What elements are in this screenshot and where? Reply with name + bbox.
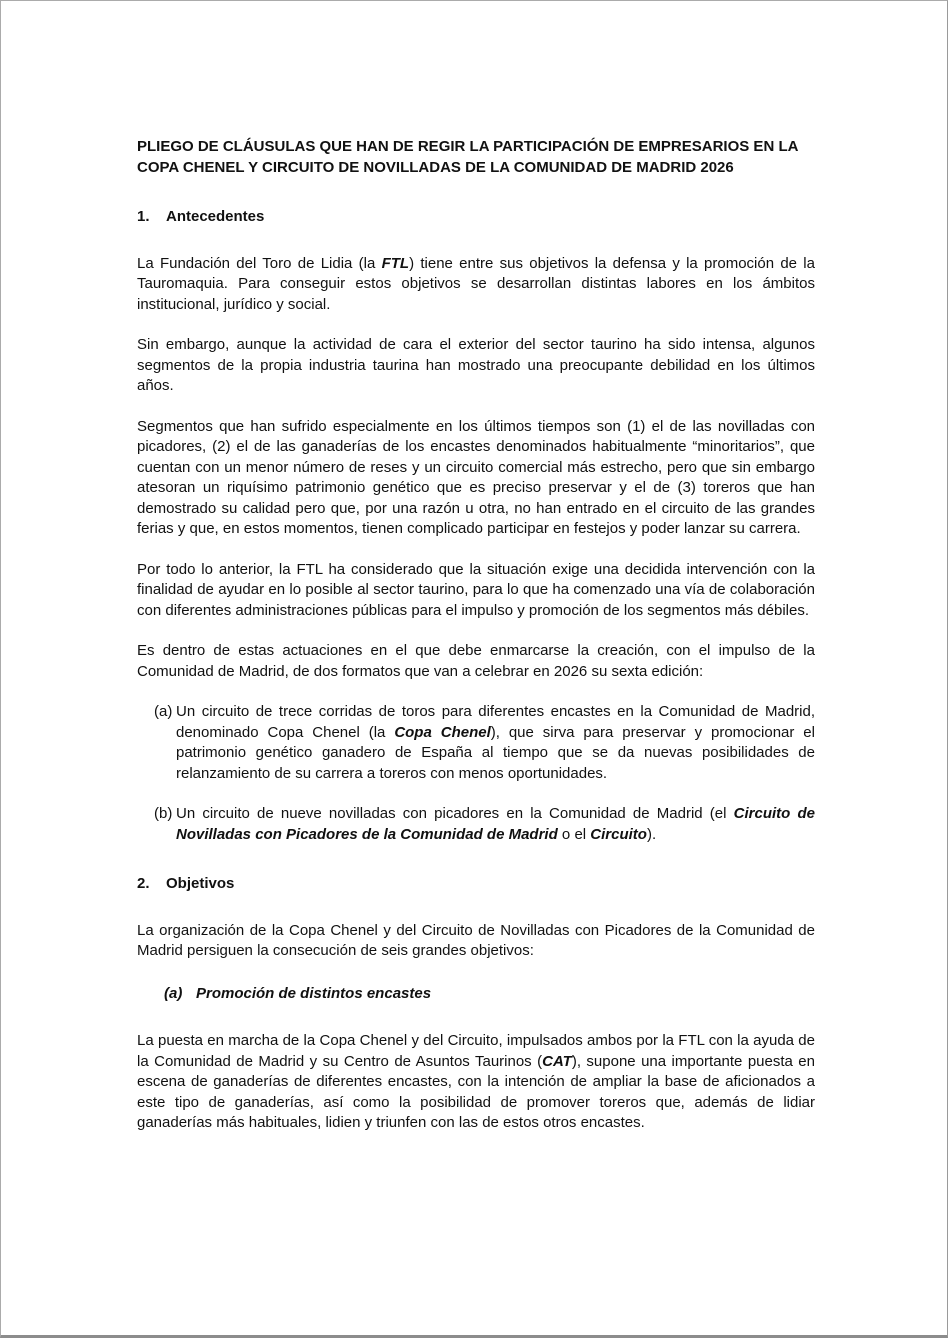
- list-item-marker: (a): [154, 703, 173, 720]
- list-item: [137, 804, 815, 845]
- paragraph: [137, 254, 815, 316]
- paragraph: [137, 560, 815, 622]
- list-item: [137, 702, 815, 784]
- text-run: La organización de la Copa Chenel y del Circuito de Novilladas con Picadores de la Comunidad de Madrid persiguen la consecución de seis grandes objetivos:: [137, 921, 815, 959]
- text-run: La Fundación del Toro de Lidia (la: [137, 254, 382, 272]
- section-number: 1.: [137, 208, 150, 225]
- text-run: ), supone una importante puesta en escena de ganaderías de diferentes encastes, con la intención de ampliar la base de aficionados a este tipo de ganaderías, así como la posibilidad de promover toreros que, además de lidiar ganaderías más habituales, lidien y triunfen con las de estos otros encastes.: [137, 1052, 815, 1131]
- paragraph: [137, 417, 815, 540]
- sub-heading: [137, 984, 815, 1005]
- text-run: La puesta en marcha de la Copa Chenel y del Circuito, impulsados ambos por la FTL con la ayuda de la Comunidad de Madrid y su Centro de Asuntos Taurinos (: [137, 1032, 815, 1070]
- emphasis-text-run: Circuito: [590, 825, 647, 843]
- paragraph: [137, 921, 815, 962]
- section-number: 2.: [137, 875, 150, 892]
- document-title: PLIEGO DE CLÁUSULAS QUE HAN DE REGIR LA PARTICIPACIÓN DE EMPRESARIOS EN LA COPA CHENEL Y CIRCUITO DE NOVILLADAS DE LA COMUNIDAD DE MADRID 2026: [137, 138, 798, 176]
- section-heading: [137, 874, 815, 895]
- document-body: [137, 207, 815, 1134]
- text-run: Un circuito de nueve novilladas con picadores en la Comunidad de Madrid (el: [176, 805, 734, 822]
- paragraph: [137, 335, 815, 397]
- text-run: Un circuito de trece corridas de toros para diferentes encastes en la Comunidad de Madrid, denominado Copa Chenel (la: [176, 703, 815, 741]
- text-run: Por todo lo anterior, la FTL ha considerado que la situación exige una decidida intervención con la finalidad de ayudar en lo posible al sector taurino, para lo que ha comenzado una vía de colaboración con diferentes administraciones públicas para el impulso y promoción de los segmentos más débiles.: [137, 560, 815, 619]
- subheading-label: Promoción de distintos encastes: [196, 984, 432, 1002]
- paragraph: [137, 1031, 815, 1134]
- emphasis-text-run: FTL: [381, 254, 410, 272]
- paragraph: [137, 641, 815, 682]
- subheading-marker: (a): [164, 984, 183, 1002]
- section-label: Antecedentes: [166, 208, 265, 225]
- section-label: Objetivos: [166, 875, 235, 892]
- text-run: o el: [557, 825, 591, 843]
- text-run: Es dentro de estas actuaciones en el que debe enmarcarse la creación, con el impulso de la Comunidad de Madrid, de dos formatos que van a celebrar en 2026 su sexta edición:: [137, 642, 815, 680]
- text-run: Sin embargo, aunque la actividad de cara el exterior del sector taurino ha sido intensa, algunos segmentos de la propia industria taurina han mostrado una preocupante debilidad en los últimos años.: [137, 336, 815, 394]
- text-run: ).: [646, 825, 657, 843]
- emphasis-text-run: Copa Chenel: [394, 723, 491, 741]
- section-heading: [137, 207, 815, 228]
- text-run: Segmentos que han sufrido especialmente en los últimos tiempos son (1) el de las novilladas con picadores, (2) el de las ganaderías de los encastes denominados habitualmente “minoritarios”, que cuentan con un menor número de reses y un circuito comercial más estrecho, pero que sin embargo atesoran un riquísimo patrimonio genético que es preciso preservar y el de (3) toreros que han demostrado su calidad pero que, por una razón u otra, no han entrado en el circuito de las grandes ferias y que, en estos momentos, tienen complicado participar en festejos y poder lanzar su carrera.: [137, 417, 815, 537]
- text-run: ) tiene entre sus objetivos la defensa y la promoción de la Tauromaquia. Para conseguir estos objetivos se desarrollan distintas labores en los ámbitos institucional, jurídico y social.: [137, 254, 815, 313]
- emphasis-text-run: Circuito de Novilladas con Picadores de la Comunidad de Madrid: [176, 805, 815, 843]
- list-item-marker: (b): [154, 805, 173, 822]
- text-run: ), que sirva para preservar y promocionar el patrimonio genético ganadero de España al tiempo que se da nuevas posibilidades de relanzamiento de su carrera a toreros con menos oportunidades.: [176, 723, 815, 782]
- emphasis-text-run: CAT: [542, 1052, 572, 1070]
